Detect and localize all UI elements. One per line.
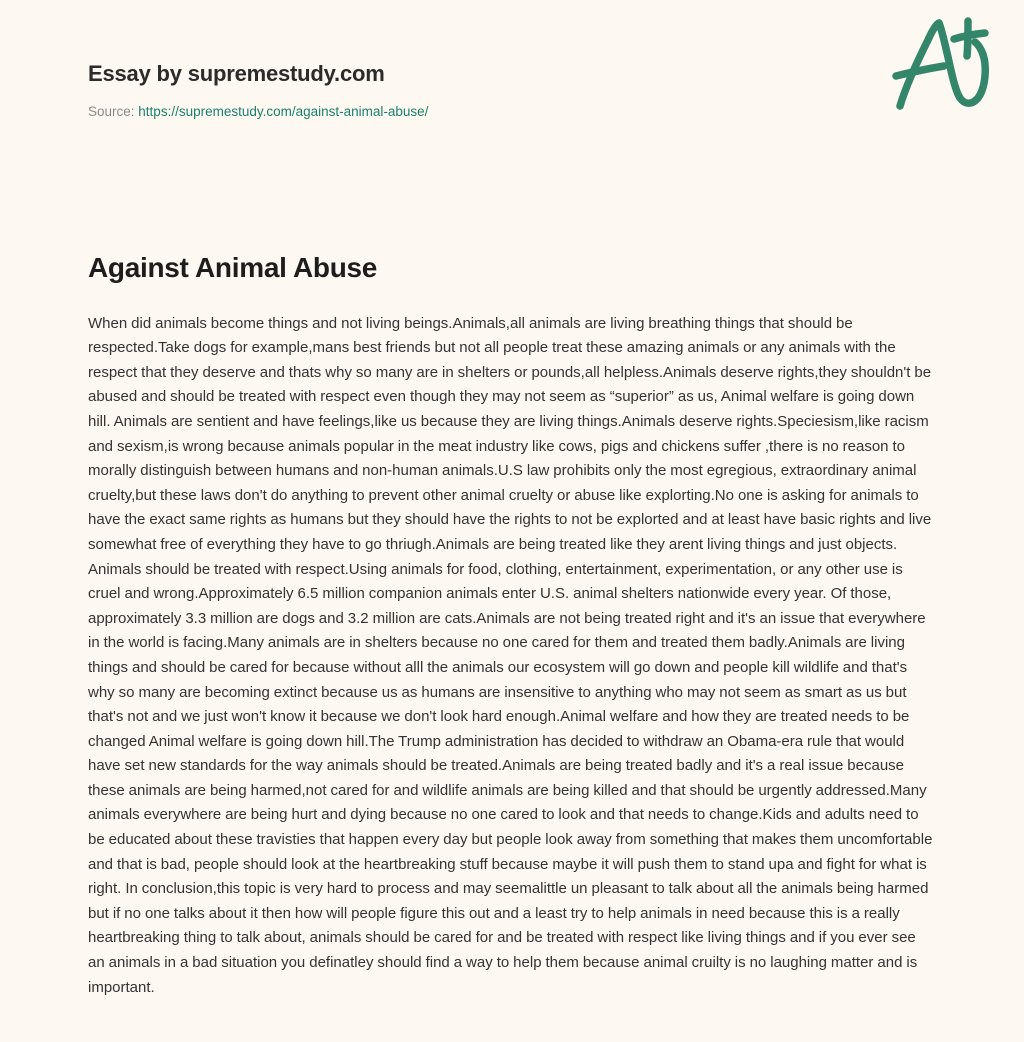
source-label: Source: bbox=[88, 104, 135, 120]
brand-title: Essay by supremestudy.com bbox=[88, 61, 385, 86]
essay-body-text: When did animals become things and not living beings.Animals,all animals are living breathing things that should be respected.Take dogs for example,mans best friends but not all people treat these amazing animals or any animals with the respect that they deserve and thats why so many are in shelters or pounds,all helpless.Animals deserve rights,they shouldn't be abused and should be treated with respect even though they may not seem as “superior” as us, Animal welfare is going down hill. Animals are sentient and have feelings,like us because they are living things.Animals deserve rights.Speciesism,like racism and sexism,is wrong because animals popular in the meat industry like cows, pigs and chickens suffer ,there is no reason to morally distinguish between humans and non-human animals.U.S law prohibits only the most egregious, extraordinary animal cruelty,but these laws don't do anything to prevent other animal cruelty or abuse like explorting.No one is asking for animals to have the exact same rights as humans but they should have the rights to not be explorted and at least have basic rights and live somewhat free of everything they have to go thriugh.Animals are being treated like they arent living things and just objects. Animals should be treated with respect.Using animals for food, clothing, entertainment, experimentation, or any other use is cruel and wrong.Approximately 6.5 million companion animals enter U.S. animal shelters nationwide every year. Of those, approximately 3.3 million are dogs and 3.2 million are cats.Animals are not being treated right and it's an issue that everywhere in the world is facing.Many animals are in shelters because no one cared for them and treated them badly.Animals are living things and should be cared for because without alll the animals our ecosystem will go down and people kill wildlife and that's why so many are becoming extinct because us as humans are insensitive to anything who may not seem as smart as us but that's not and we just won't know it because we don't look hard enough.Animal welfare and how they are treated needs to be changed Animal welfare is going down hill.The Trump administration has decided to withdraw an Obama-era rule that would have set new standards for the way animals should be treated.Animals are being treated badly and it's a real issue because these animals are being harmed,not cared for and wildlife animals are being killed and that should be urgently addressed.Many animals everywhere are being hurt and dying because no one cared to look and that needs to change.Kids and adults need to be educated about these travisties that happen every day but people look away from something that makes them uncomfortable and that is bad, people should look at the heartbreaking stuff because maybe it will push them to stand upa and fight for what is right. In conclusion,this topic is very hard to process and may seemalittle un pleasant to talk about all the animals being harmed but if no one talks about it then how will people figure this out and a least try to help animals in need because this is a really heartbreaking thing to talk about, animals should be cared for and be treated with respect like living things and if you ever see an animals in a bad situation you definatley should find a way to help them because animal cruilty is no laughing matter and is important. bbox=[88, 314, 933, 996]
page-title: Against Animal Abuse bbox=[88, 252, 378, 283]
source-link[interactable]: https://supremestudy.com/against-animal-abuse/ bbox=[138, 104, 429, 120]
page-header bbox=[88, 0, 936, 118]
a-plus-logo-icon bbox=[880, 8, 998, 118]
source-attribution bbox=[88, 104, 936, 120]
